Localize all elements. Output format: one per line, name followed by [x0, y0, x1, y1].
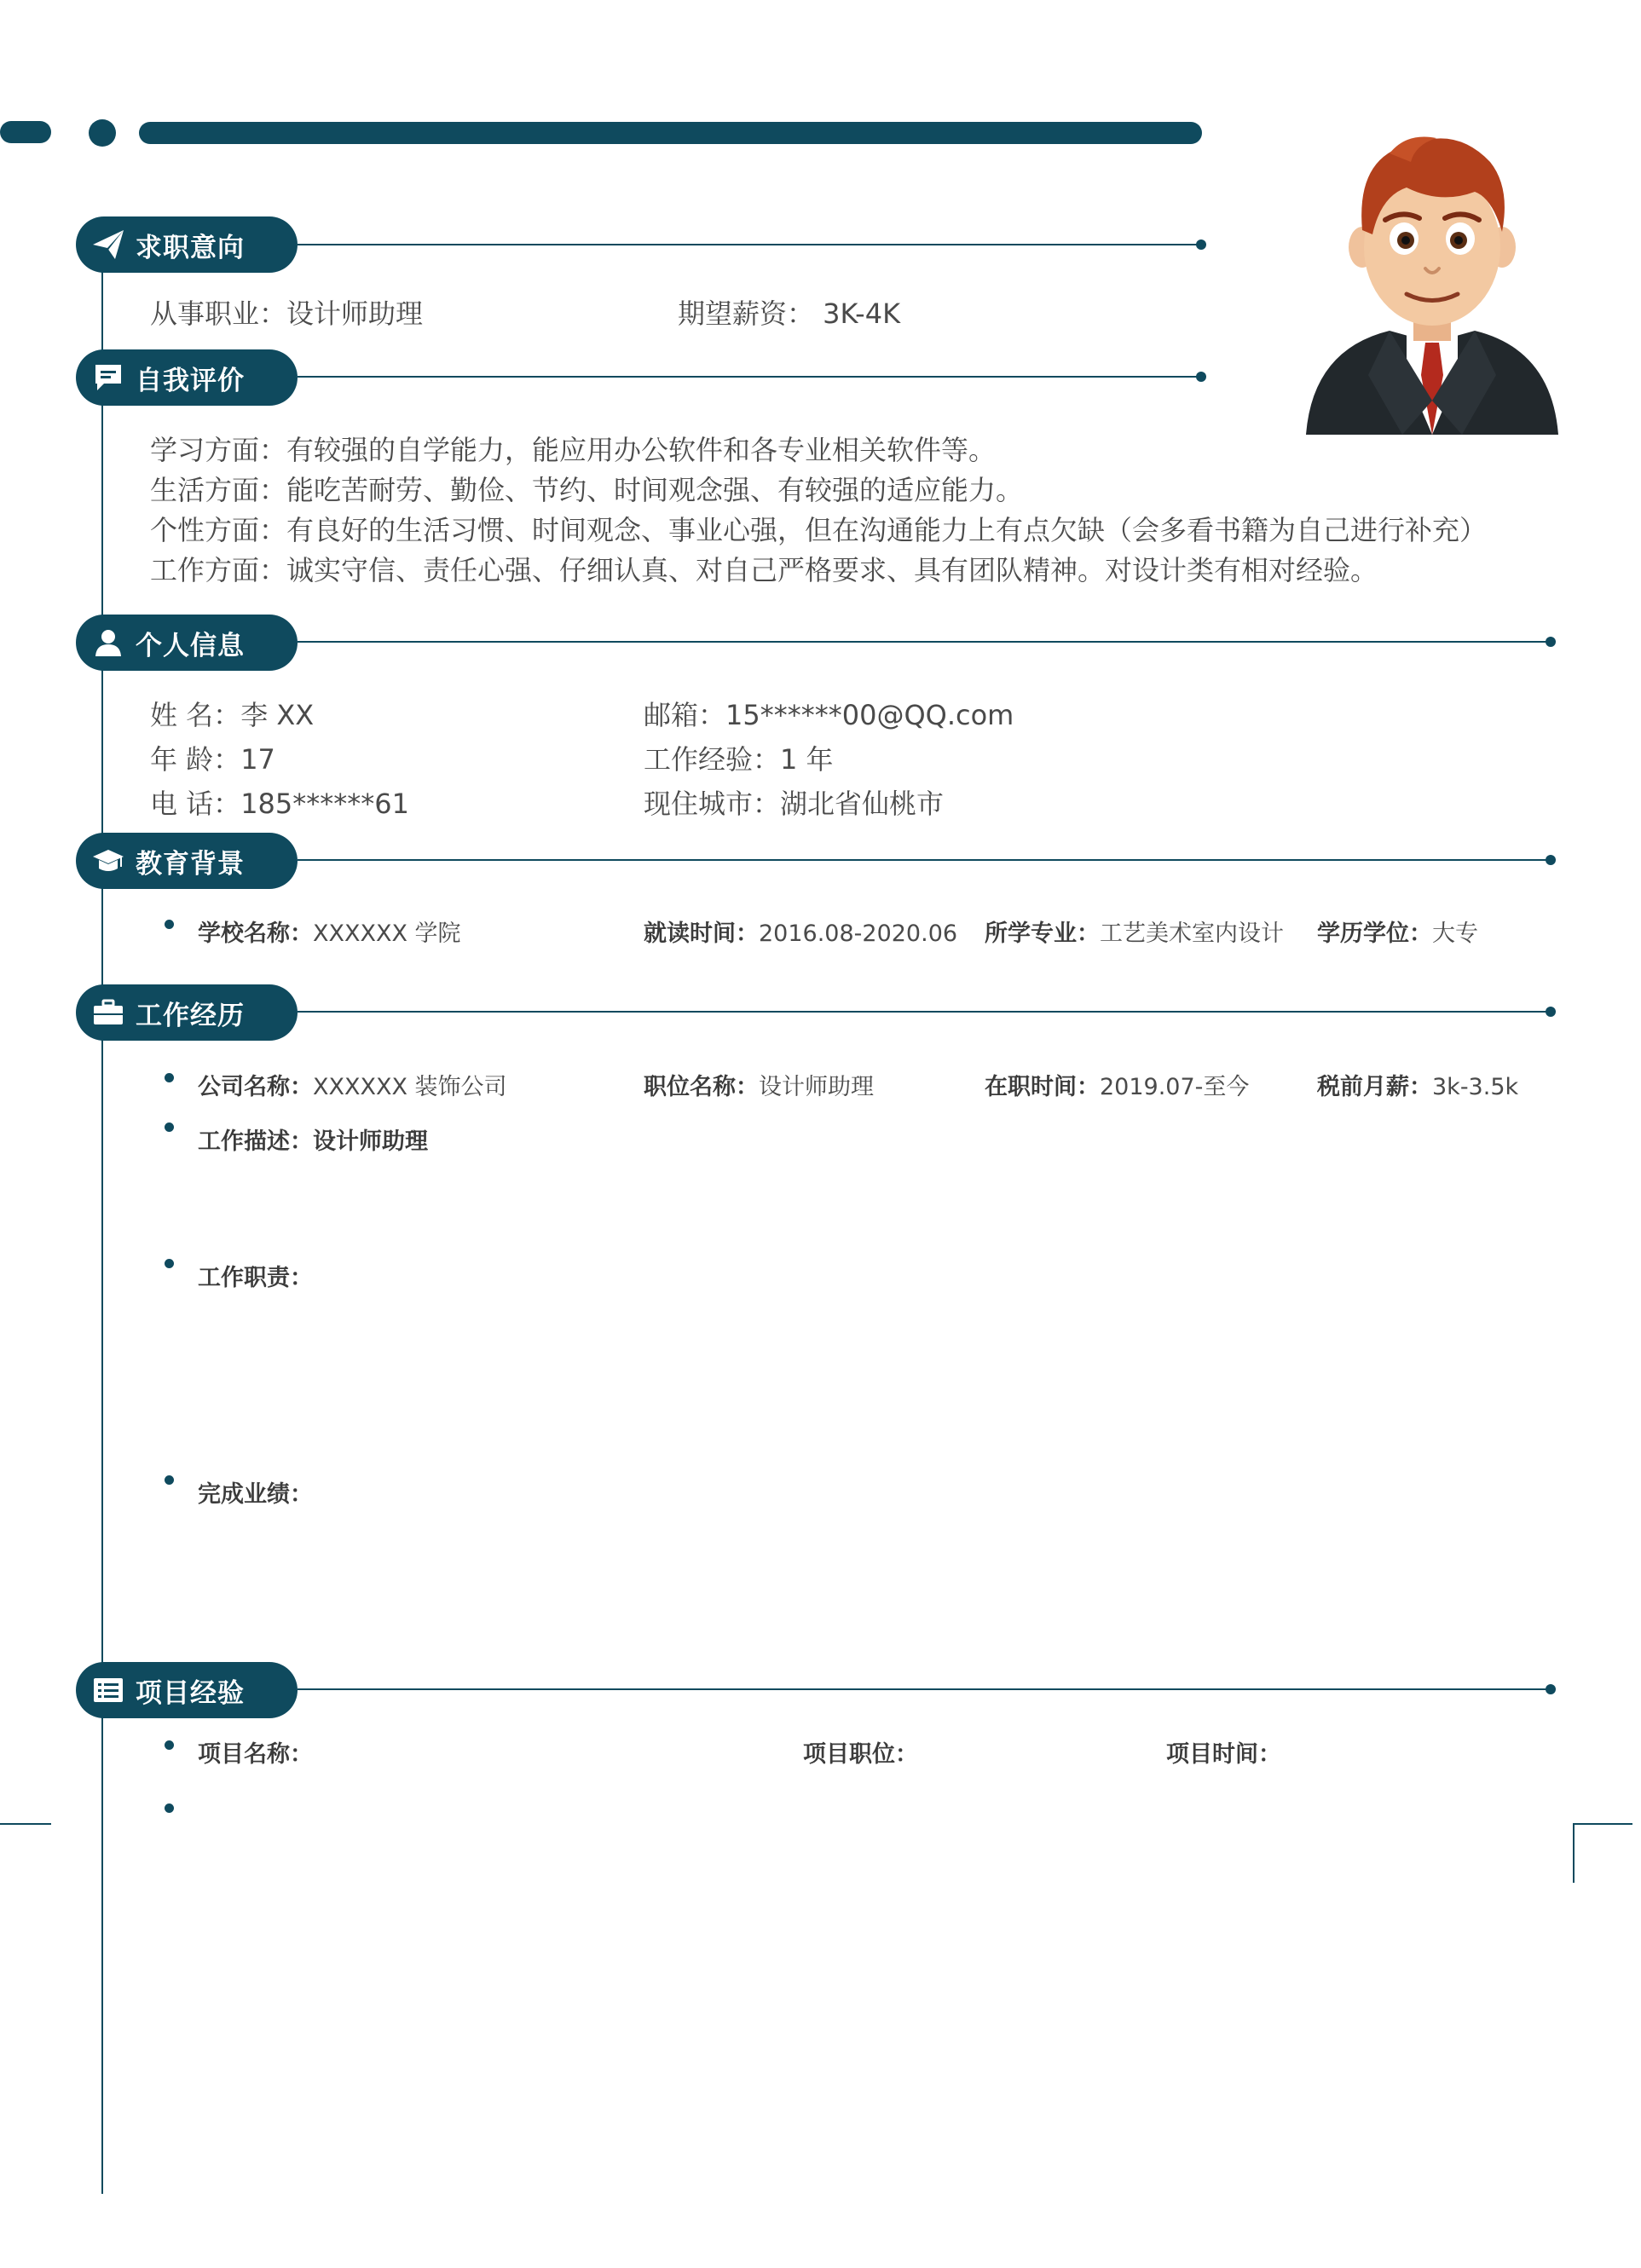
- job-position: 从事职业：设计师助理: [150, 297, 424, 330]
- section-heading-work: [76, 984, 298, 1041]
- corner-mark-right-vertical: [1573, 1823, 1575, 1883]
- header-bar-dot: [89, 119, 116, 147]
- avatar: [1287, 119, 1577, 435]
- section-rule: [298, 1688, 1551, 1690]
- section-title: 个人信息: [136, 630, 245, 661]
- info-age: 年 龄：17: [150, 743, 275, 776]
- section-heading-job: [76, 216, 298, 273]
- self-eval-line: 个性方面：有良好的生活习惯、时间观念、事业心强，但在沟通能力上有点欠缺（会多看书籍为自己进行补充）: [150, 514, 1488, 546]
- header-bar-long: [139, 122, 1202, 144]
- section-title: 自我评价: [136, 365, 245, 396]
- work-company: 公司名称：XXXXXX 装饰公司: [198, 1074, 507, 1100]
- work-title: 职位名称：设计师助理: [644, 1074, 874, 1100]
- paper-plane-icon: [90, 226, 127, 263]
- section-heading-project: [76, 1662, 298, 1718]
- section-rule: [298, 859, 1551, 861]
- section-rule: [298, 244, 1201, 245]
- section-rule-dot: [1546, 855, 1556, 865]
- project-role: 项目职位：: [803, 1741, 918, 1768]
- list-bullet: [165, 1740, 174, 1750]
- edu-degree: 学历学位：大专: [1317, 920, 1478, 947]
- header-bar-segment: [0, 121, 51, 143]
- section-rule: [298, 641, 1551, 643]
- edu-major: 所学专业：工艺美术室内设计: [985, 920, 1284, 947]
- self-eval-line: 学习方面：有较强的自学能力，能应用办公软件和各专业相关软件等。: [150, 434, 997, 466]
- work-duties: 工作职责：: [198, 1265, 313, 1291]
- section-rule: [298, 376, 1201, 378]
- work-period: 在职时间：2019.07-至今: [985, 1074, 1250, 1100]
- info-experience: 工作经验：1 年: [644, 743, 834, 776]
- section-rule-dot: [1546, 1684, 1556, 1694]
- list-bullet: [165, 1803, 174, 1813]
- edu-time: 就读时间：2016.08-2020.06: [644, 920, 958, 947]
- list-bullet: [165, 1475, 174, 1485]
- chat-bubble-icon: [90, 359, 127, 396]
- section-rule-dot: [1546, 1007, 1556, 1017]
- edu-school: 学校名称：XXXXXX 学院: [198, 920, 461, 947]
- section-rule-dot: [1196, 239, 1206, 250]
- info-email: 邮箱：15******00@QQ.com: [644, 699, 1014, 731]
- section-title: 求职意向: [136, 232, 245, 263]
- project-name: 项目名称：: [198, 1741, 313, 1768]
- section-title: 教育背景: [136, 848, 245, 880]
- info-city: 现住城市：湖北省仙桃市: [644, 788, 945, 820]
- section-rule-dot: [1196, 372, 1206, 382]
- self-eval-line: 工作方面：诚实守信、责任心强、仔细认真、对自己严格要求、具有团队精神。对设计类有相对经验。: [150, 554, 1378, 586]
- list-bullet: [165, 920, 174, 929]
- list-bullet: [165, 1073, 174, 1082]
- section-heading-self: [76, 349, 298, 406]
- section-heading-edu: [76, 833, 298, 889]
- work-achievements: 完成业绩：: [198, 1481, 313, 1508]
- briefcase-icon: [90, 994, 127, 1031]
- section-title: 项目经验: [136, 1677, 245, 1709]
- info-phone: 电 话：185******61: [150, 788, 409, 820]
- list-icon: [90, 1671, 127, 1709]
- section-rule: [298, 1011, 1551, 1013]
- timeline-spine: [101, 242, 103, 2194]
- info-name: 姓 名：李 XX: [150, 699, 315, 731]
- section-heading-info: [76, 615, 298, 671]
- section-rule-dot: [1546, 637, 1556, 647]
- corner-mark-right: [1573, 1823, 1632, 1825]
- job-salary: 期望薪资： 3K-4K: [678, 297, 901, 330]
- project-time: 项目时间：: [1166, 1741, 1281, 1768]
- graduation-cap-icon: [90, 842, 127, 880]
- work-description: 工作描述：设计师助理: [198, 1128, 428, 1155]
- section-title: 工作经历: [136, 1000, 245, 1031]
- list-bullet: [165, 1259, 174, 1268]
- corner-mark-left: [0, 1823, 51, 1825]
- work-pay: 税前月薪：3k-3.5k: [1317, 1074, 1519, 1100]
- person-icon: [90, 624, 127, 661]
- list-bullet: [165, 1122, 174, 1132]
- self-eval-line: 生活方面：能吃苦耐劳、勤俭、节约、时间观念强、有较强的适应能力。: [150, 474, 1024, 506]
